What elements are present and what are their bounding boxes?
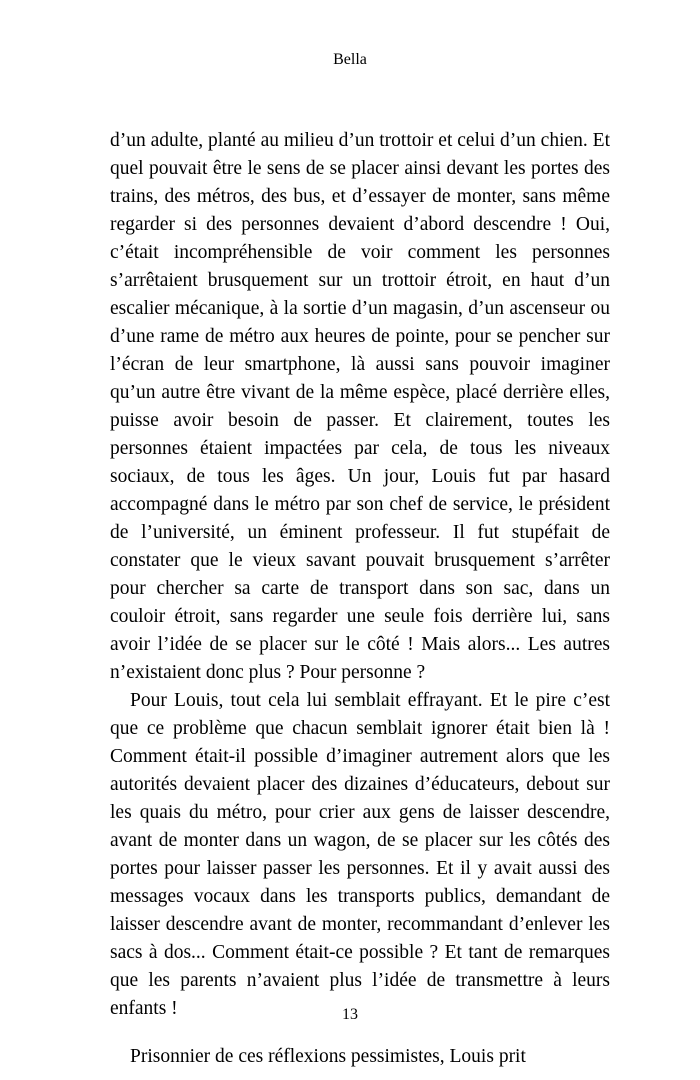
body-text [110,127,610,1071]
paragraph-3: Prisonnier de ces réflexions pessimistes, Louis prit [130,1046,526,1067]
page-number: 13 [342,1006,358,1023]
running-title: Bella [333,51,367,68]
paragraph-1: d’un adulte, planté au milieu d’un trottoir et celui d’un chien. Et quel pouvait être le sens de se placer ainsi devant les portes des trains, des métros, des bus, et d’essayer de monter, sans même regarder si des personnes devaient d’abord descendre ! Oui, c’était incompréhensible de voir comment les personnes s’arrêtaient brusquement sur un trottoir étroit, en haut d’un escalier mécanique, à la sortie d’un magasin, d’un ascenseur ou d’une rame de métro aux heures de pointe, pour se pencher sur l’écran de leur smartphone, là aussi sans pouvoir imaginer qu’un autre être vivant de la même espèce, placé derrière elles, puisse avoir besoin de passer. Et clairement, toutes les personnes étaient impactées par cela, de tous les niveaux sociaux, de tous les âges. Un jour, Louis fut par hasard accompagné dans le métro par son chef de service, le président de l’université, un éminent professeur. Il fut stupéfait de constater que le vieux savant pouvait brusquement s’arrêter pour chercher sa carte de transport dans son sac, dans un couloir étroit, sans regarder une seule fois derrière lui, sans avoir l’idée de se placer sur le côté ! Mais alors... Les autres n’existaient donc plus ? Pour personne ? [110,130,610,683]
paragraph-2: Pour Louis, tout cela lui semblait effrayant. Et le pire c’est que ce problème que chacun semblait ignorer était bien là ! Comment était-il possible d’imaginer autrement alors que les autorités devaient placer des dizaines d’éducateurs, debout sur les quais du métro, pour crier aux gens de laisser descendre, avant de monter dans un wagon, de se placer sur les côtés des portes pour laisser passer les personnes. Et il y avait aussi des messages vocaux dans les transports publics, demandant de laisser descendre avant de monter, recommandant d’enlever les sacs à dos... Comment était-ce possible ? Et tant de remarques que les parents n’avaient plus l’idée de transmettre à leurs enfants ! [110,690,610,1019]
